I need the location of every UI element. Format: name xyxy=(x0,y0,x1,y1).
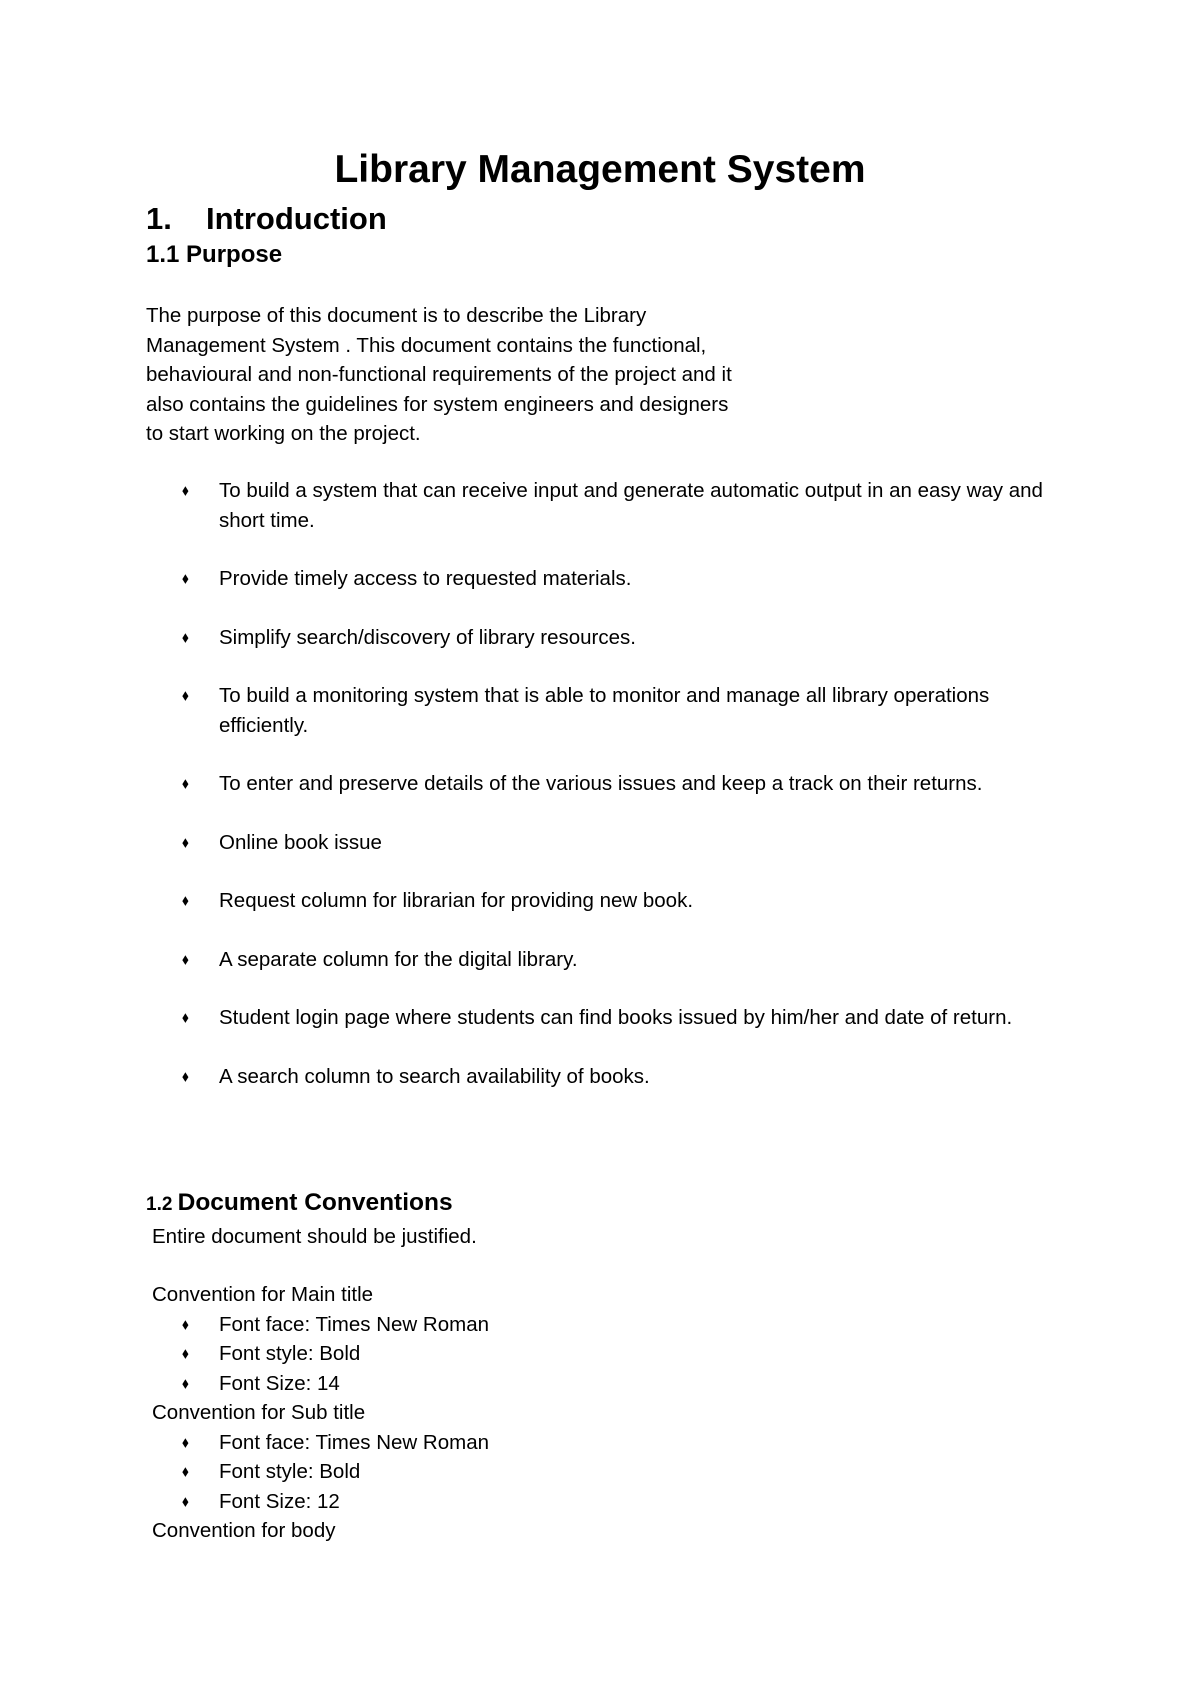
conventions-block xyxy=(152,1280,952,1546)
bullet-icon: ⬧ xyxy=(182,892,189,909)
convention-label: Convention for body xyxy=(152,1519,336,1542)
subsection-heading-purpose: 1.1 Purpose xyxy=(146,241,283,268)
bullet-icon: ⬧ xyxy=(182,1067,189,1085)
list-item xyxy=(0,769,1079,799)
page-title: Library Management System xyxy=(334,148,866,191)
bullet-icon: ⬧ xyxy=(182,1433,189,1451)
bullet-icon: ⬧ xyxy=(182,628,189,646)
list-item xyxy=(152,1428,952,1458)
bullet-icon: ⬧ xyxy=(182,570,189,587)
bullet-icon: ⬧ xyxy=(182,1492,189,1510)
convention-list xyxy=(152,1310,952,1399)
section-heading-introduction xyxy=(146,199,387,239)
bullet-icon: ⬧ xyxy=(182,775,189,792)
paragraph-line: also contains the guidelines for system engineers and designers xyxy=(146,392,729,416)
list-item xyxy=(152,1487,952,1517)
list-item-text: Font Size: 12 xyxy=(219,1489,340,1513)
bullet-icon: ⬧ xyxy=(182,687,189,704)
paragraph-line: behavioural and non-functional requirements of the project and it xyxy=(146,363,732,386)
convention-label: Convention for Sub title xyxy=(152,1401,366,1424)
list-item xyxy=(0,623,1079,653)
list-item-text: Font face: Times New Roman xyxy=(219,1430,490,1454)
purpose-paragraph xyxy=(146,301,806,449)
section-number: 1. xyxy=(146,201,172,236)
paragraph-line: to start working on the project. xyxy=(146,422,421,445)
list-item xyxy=(0,1062,1079,1092)
list-item xyxy=(0,828,1079,858)
list-item xyxy=(0,564,1079,594)
bullet-icon: ⬧ xyxy=(182,1463,189,1480)
list-item-text: A search column to search availability of books. xyxy=(219,1064,650,1088)
list-item-text: Request column for librarian for providing new book. xyxy=(219,889,694,912)
bullet-icon: ⬧ xyxy=(182,1315,189,1333)
list-item xyxy=(152,1369,952,1399)
list-item xyxy=(152,1310,952,1340)
list-item xyxy=(0,1003,1079,1033)
list-item xyxy=(0,886,1079,916)
list-item xyxy=(152,1457,952,1487)
bullet-icon: ⬧ xyxy=(182,1009,189,1026)
convention-label: Convention for Main title xyxy=(152,1283,374,1306)
subsection-number: 1.2 xyxy=(146,1194,173,1215)
list-item xyxy=(0,476,1079,535)
list-item-text: A separate column for the digital library. xyxy=(219,947,578,971)
list-item-text: Font face: Times New Roman xyxy=(219,1312,490,1336)
convention-list xyxy=(152,1428,952,1517)
subsection-title: Document Conventions xyxy=(177,1189,453,1216)
bullet-icon: ⬧ xyxy=(182,482,189,499)
list-item-text: To build a monitoring system that is able to monitor and manage all library operations efficiently. xyxy=(219,684,990,737)
subsection-heading-conventions xyxy=(146,1187,453,1221)
list-item-text: Provide timely access to requested materials. xyxy=(219,567,632,590)
list-item-text: Simplify search/discovery of library resources. xyxy=(219,625,636,649)
section-title: Introduction xyxy=(206,201,387,236)
list-item-text: To enter and preserve details of the various issues and keep a track on their returns. xyxy=(219,772,983,795)
list-item xyxy=(152,1339,952,1369)
list-item-text: Font Size: 14 xyxy=(219,1371,340,1395)
list-item-text: Online book issue xyxy=(219,830,382,854)
bullet-icon: ⬧ xyxy=(182,1374,189,1392)
list-item-text: Student login page where students can find books issued by him/her and date of return. xyxy=(219,1006,1013,1029)
list-item-text: Font style: Bold xyxy=(219,1460,361,1483)
bullet-icon: ⬧ xyxy=(182,1345,189,1362)
bullet-icon: ⬧ xyxy=(182,950,189,968)
bullet-icon: ⬧ xyxy=(182,833,189,851)
paragraph-line: Management System . This document contains the functional, xyxy=(146,333,707,357)
conventions-intro: Entire document should be justified. xyxy=(152,1225,477,1248)
purpose-bullet-list xyxy=(0,476,1200,1120)
list-item xyxy=(0,681,1079,740)
paragraph-line: The purpose of this document is to describe the Library xyxy=(146,304,647,327)
list-item xyxy=(0,945,1079,975)
list-item-text: Font style: Bold xyxy=(219,1342,361,1365)
list-item-text: To build a system that can receive input and generate automatic output in an easy way and short time. xyxy=(219,479,1043,532)
